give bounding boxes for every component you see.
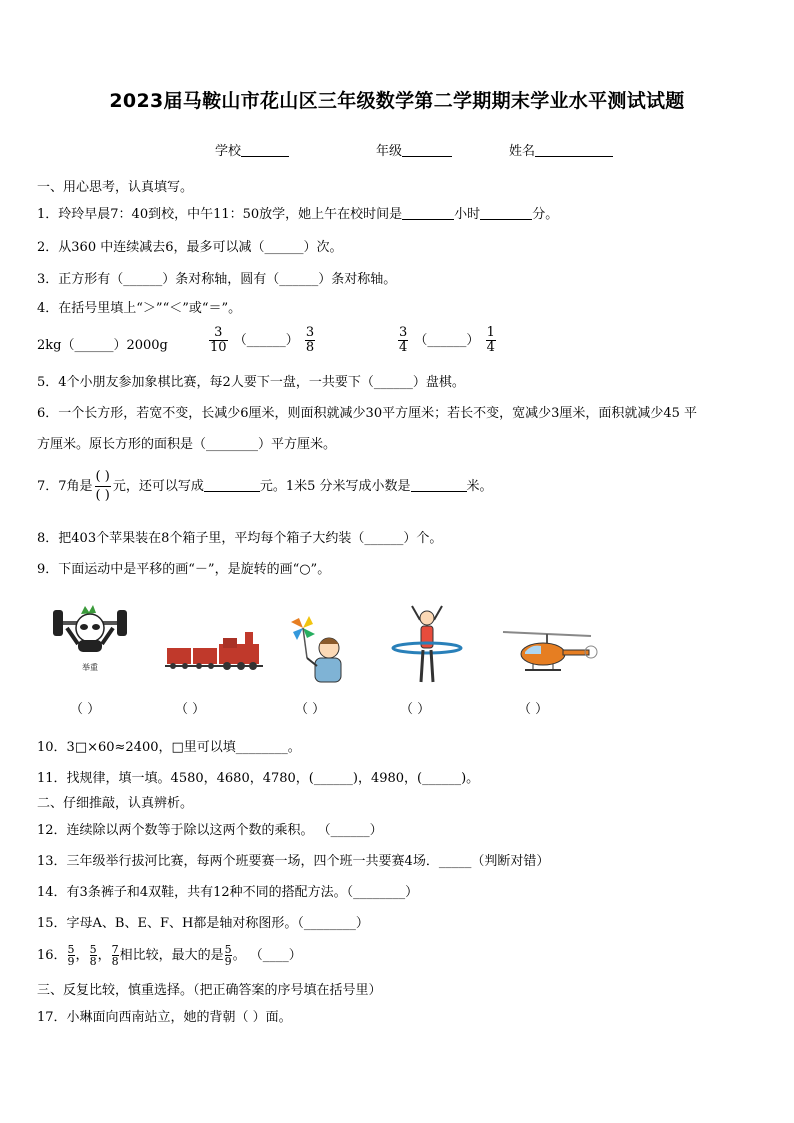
- question-4: 4．在括号里填上“＞”“＜”或“＝”。: [37, 301, 242, 316]
- q7-text-c: 元。1米5 分米写成小数是: [259, 479, 411, 494]
- q9-answer-blank-3[interactable]: （ ）: [295, 702, 326, 717]
- name-blank[interactable]: [535, 143, 613, 157]
- question-6-line-2: 方厘米。原长方形的面积是（________）平方厘米。: [37, 437, 337, 452]
- helicopter-image: [495, 624, 600, 680]
- question-6-line-1: 6．一个长方形，若宽不变，长减少6厘米，则面积就减少30平方厘米；若长不变，宽减少3厘米，面积就减少45 平: [37, 406, 698, 421]
- question-5: 5．4个小朋友参加象棋比赛，每2人要下一盘，一共要下（______）盘棋。: [37, 375, 465, 390]
- question-17: 17．小琳面向西南站立，她的背朝（ ）面。: [37, 1010, 292, 1025]
- name-label: 姓名: [509, 144, 536, 159]
- q16-answer-blank[interactable]: 。 （____）: [232, 948, 302, 963]
- section-1-heading: 一、用心思考，认真填写。: [37, 180, 194, 195]
- fraction: $\frac{7}{8}$: [111, 943, 119, 968]
- school-field: [215, 140, 289, 159]
- name-field: [509, 140, 613, 159]
- question-3: 3．正方形有（______）条对称轴，圆有（______）条对称轴。: [37, 272, 397, 287]
- q16-text: 相比较，最大的是: [119, 948, 224, 963]
- fraction: $\frac{5}{8}$: [89, 943, 97, 968]
- grade-blank[interactable]: [402, 143, 452, 157]
- question-1: [37, 206, 558, 224]
- section-2-heading: 二、仔细推敲，认真辨析。: [37, 796, 194, 811]
- question-10: 10．3□×60≈2400，□里可以填________。: [37, 740, 301, 755]
- question-15: 15．字母A、B、E、F、H都是轴对称图形。（________）: [37, 916, 369, 931]
- fraction: $\frac{3}{4}$: [399, 325, 408, 355]
- weightlifting-panda-image: [45, 598, 135, 678]
- q1-blank-hours[interactable]: [402, 206, 454, 220]
- q7-blank-meter[interactable]: [411, 478, 467, 492]
- fraction: $\frac{1}{4}$: [486, 325, 495, 355]
- q4-item-1: 2kg（______）2000g: [37, 338, 168, 353]
- q9-answer-blank-4[interactable]: （ ）: [400, 702, 431, 717]
- q4-item-2: [207, 326, 317, 355]
- q4-blank-3[interactable]: （______）: [414, 333, 480, 348]
- fraction: $\frac{3}{8}$: [305, 325, 315, 355]
- grade-label: 年级: [376, 144, 403, 159]
- pinwheel-boy-image: [285, 612, 350, 692]
- q9-answer-blank-1[interactable]: （ ）: [70, 702, 101, 717]
- q1-minutes-label: 分。: [532, 207, 559, 222]
- question-12: 12．连续除以两个数等于除以这两个数的乘积。 （______）: [37, 823, 383, 838]
- fraction: $\frac{3}{10}$: [210, 325, 227, 355]
- q7-text-d: 米。: [466, 479, 493, 494]
- question-16: 16． $\frac{5}{9}$ ， $\frac{5}{8}$ ， $\frac{7}{8}$ 相比较，最大的是 $\frac{5}{9}$ 。 （____）: [37, 943, 302, 968]
- q4-blank-2[interactable]: （______）: [233, 333, 299, 348]
- q7-blank-yuan[interactable]: [204, 478, 260, 492]
- fraction: $\frac{5}{9}$: [224, 943, 232, 968]
- q9-answer-blank-5[interactable]: （ ）: [518, 702, 549, 717]
- question-9: 9．下面运动中是平移的画“－”，是旋转的画“○”。: [37, 562, 331, 577]
- q16-number: 16．: [37, 948, 67, 963]
- question-11: 11．找规律，填一填。4580，4680，4780，(______)，4980，(______)。: [37, 771, 480, 786]
- school-label: 学校: [215, 144, 242, 159]
- school-blank[interactable]: [241, 143, 289, 157]
- lift-caption: 举重: [82, 663, 98, 672]
- q7-text-a: 7．7角是: [37, 479, 93, 494]
- q1-hours-label: 小时: [454, 207, 481, 222]
- q9-answer-blank-2[interactable]: （ ）: [175, 702, 206, 717]
- hula-hoop-girl-image: [390, 602, 465, 692]
- page-title: 2023届马鞍山市花山区三年级数学第二学期期末学业水平测试试题: [109, 90, 685, 112]
- fraction: $\frac{5}{9}$: [67, 943, 75, 968]
- section-3-heading: 三、反复比较，慎重选择。（把正确答案的序号填在括号里）: [37, 983, 382, 998]
- question-8: 8．把403个苹果装在8个箱子里，平均每个箱子大约装（______）个。: [37, 531, 443, 546]
- question-14: 14．有3条裤子和4双鞋，共有12种不同的搭配方法。（________）: [37, 885, 419, 900]
- question-2: 2．从360 中连续减去6，最多可以减（______）次。: [37, 240, 343, 255]
- train-image: [165, 628, 265, 672]
- q7-fraction-blank[interactable]: $\frac{( )}{( )}$: [95, 469, 110, 503]
- q4-item-3: [396, 326, 498, 355]
- q7-text-b: 元，还可以写成: [112, 479, 204, 494]
- q1-blank-minutes[interactable]: [480, 206, 532, 220]
- q1-text: 1．玲玲早晨7：40到校，中午11：50放学，她上午在校时间是: [37, 207, 403, 222]
- question-13: 13．三年级举行拔河比赛，每两个班要赛一场，四个班一共要赛4场．_____（判断对错）: [37, 854, 550, 869]
- question-7: [37, 468, 493, 505]
- grade-field: [376, 140, 452, 159]
